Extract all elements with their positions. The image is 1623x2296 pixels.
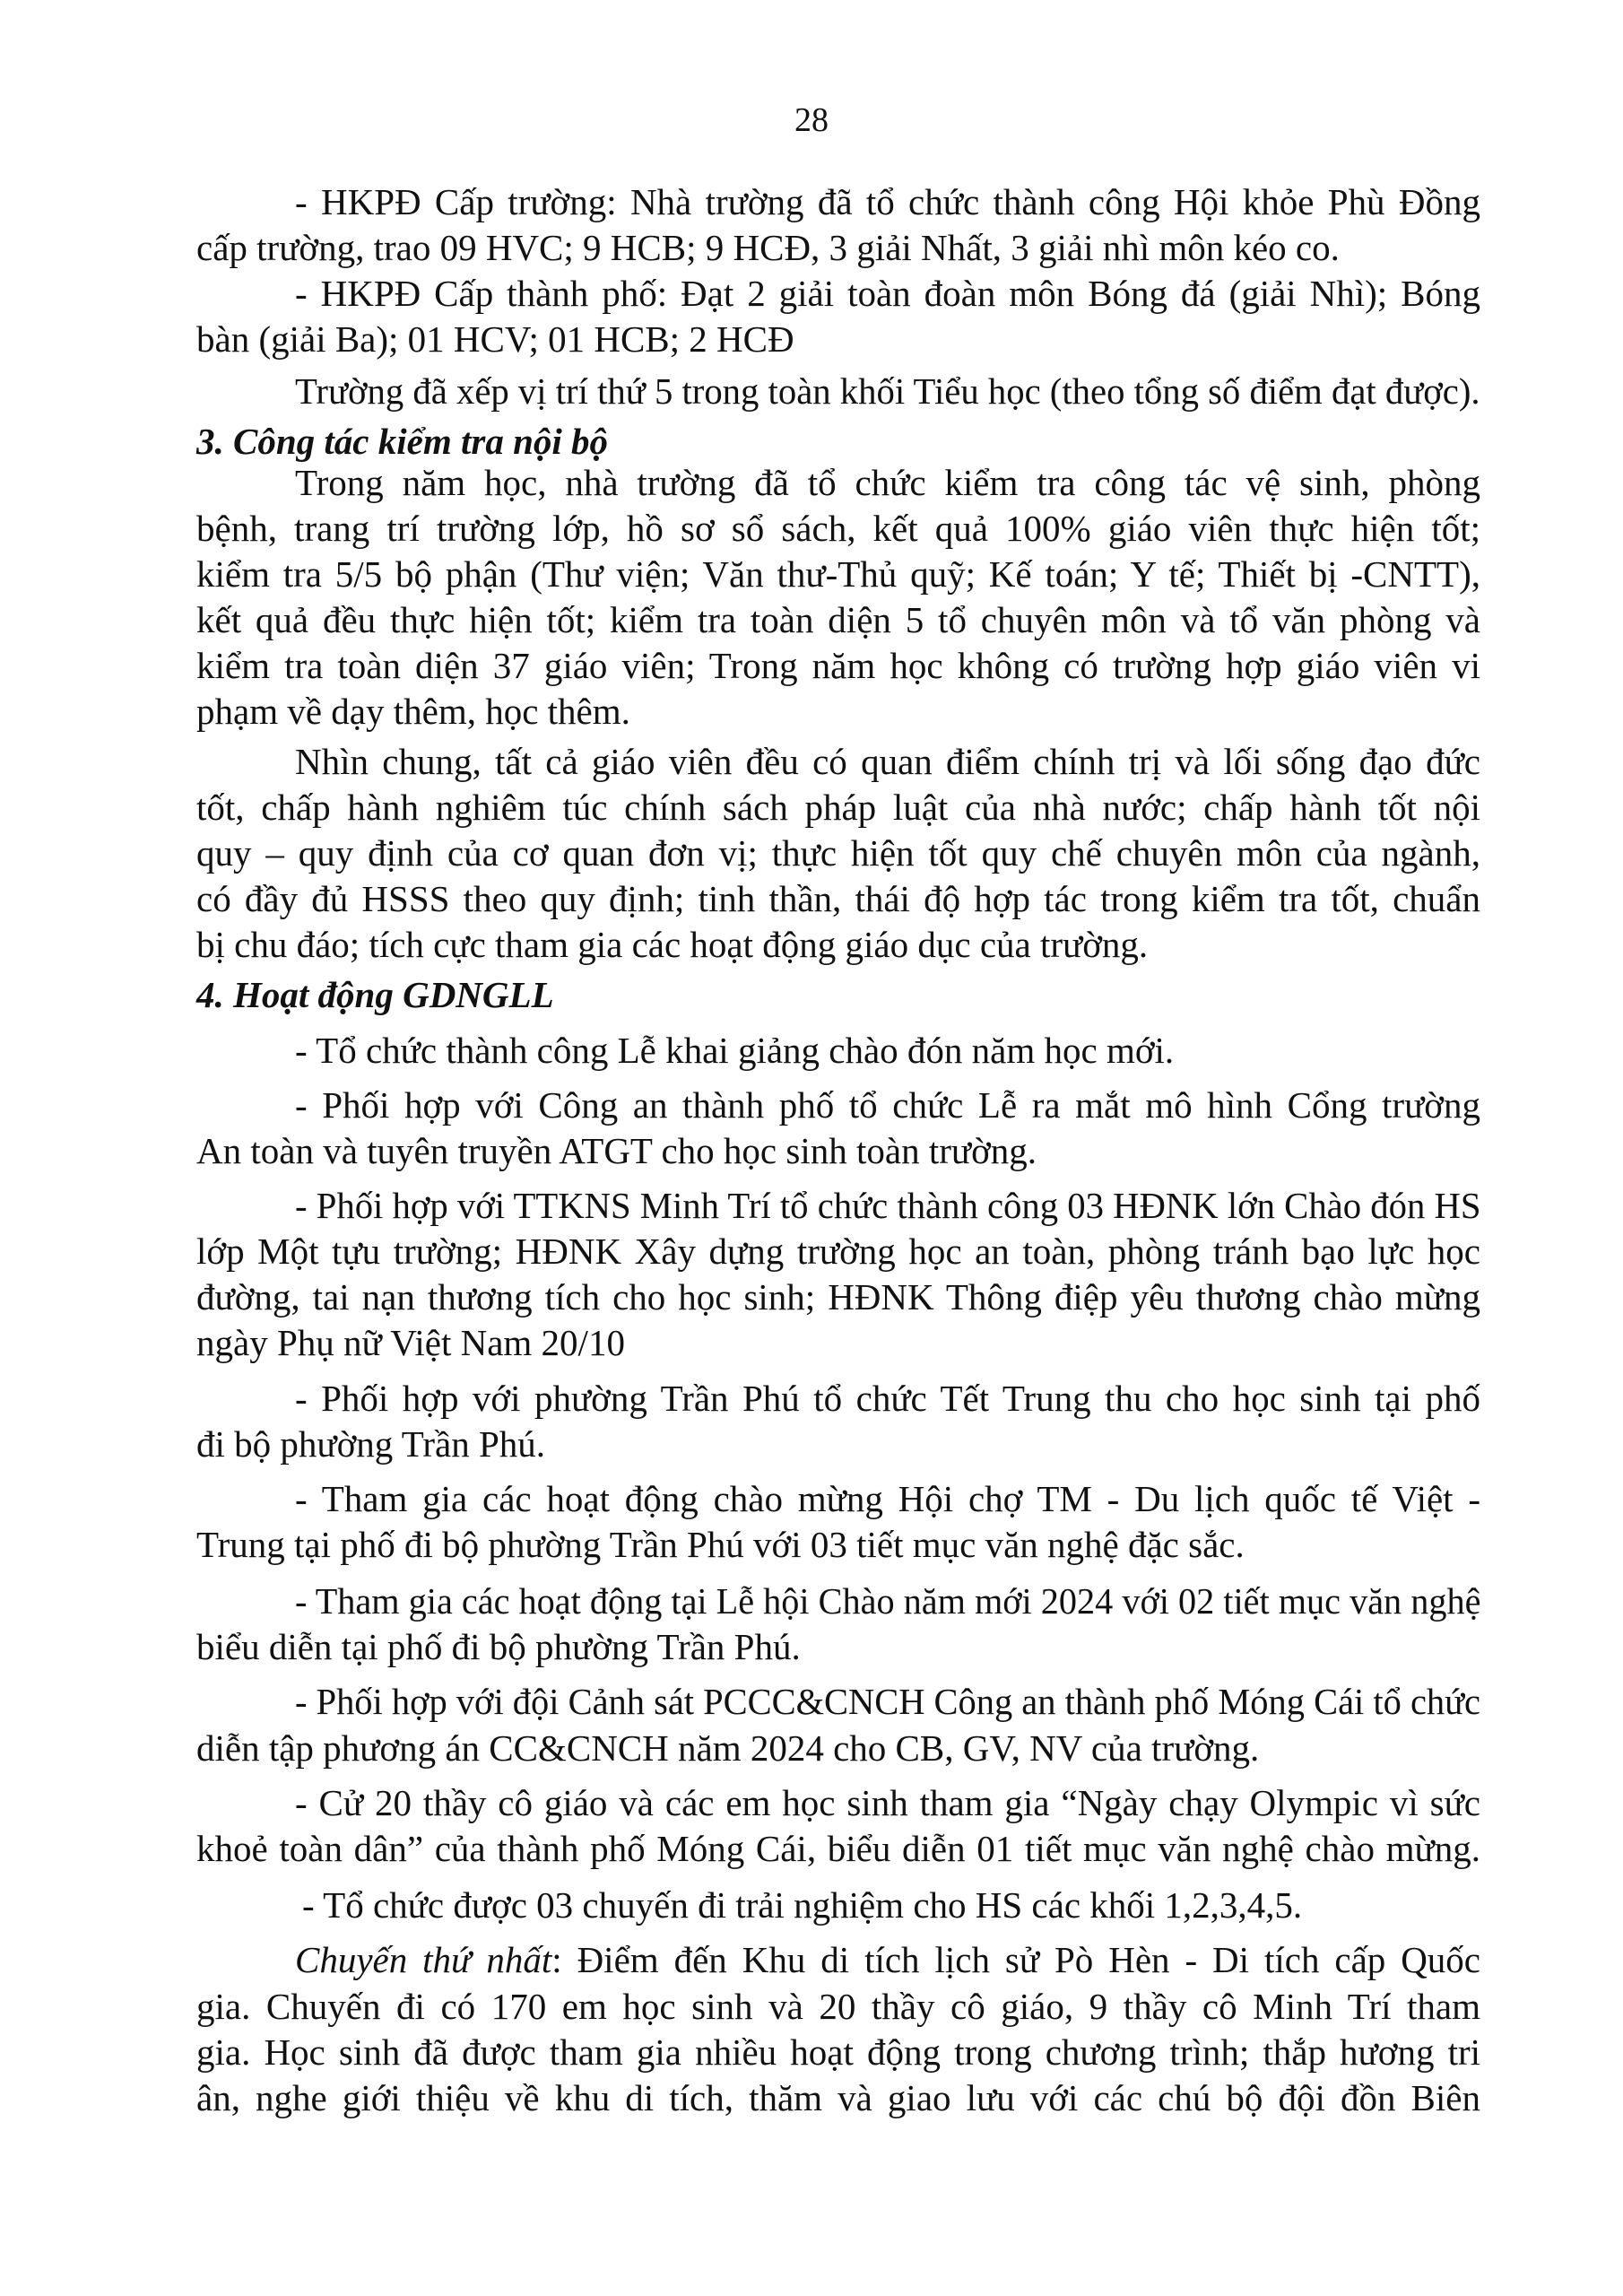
text-line: - HKPĐ Cấp thành phố: Đạt 2 giải toàn đoàn môn Bóng đá (giải Nhì); Bóng: [295, 273, 1480, 314]
text-line: gia. Học sinh đã được tham gia nhiều hoạt động trong chương trình; thắp hương tri: [196, 2031, 1480, 2073]
italic-lead: Chuyến thứ nhất: [295, 1939, 552, 1980]
text-line: lớp Một tựu trường; HĐNK Xây dựng trường học an toàn, phòng tránh bạo lực học: [196, 1231, 1480, 1272]
text-line: An toàn và tuyên truyền ATGT cho học sinh toàn trường.: [196, 1130, 1037, 1171]
text-line: bệnh, trang trí trường lớp, hồ sơ sổ sách, kết quả 100% giáo viên thực hiện tốt;: [196, 508, 1480, 549]
text-line: kết quả đều thực hiện tốt; kiểm tra toàn diện 5 tổ chuyên môn và tổ văn phòng và: [196, 599, 1480, 640]
text-line: quy – quy định của cơ quan đơn vị; thực hiện tốt quy chế chuyên môn của ngành,: [196, 832, 1480, 874]
text-line: ngày Phụ nữ Việt Nam 20/10: [196, 1322, 625, 1363]
page-number: 28: [794, 101, 829, 139]
section-heading: 3. Công tác kiểm tra nội bộ: [196, 421, 609, 462]
text-line: - HKPĐ Cấp trường: Nhà trường đã tổ chức thành công Hội khỏe Phù Đồng: [295, 181, 1480, 222]
text-line: - Phối hợp với phường Trần Phú tổ chức Tết Trung thu cho học sinh tại phố: [295, 1378, 1480, 1419]
section-heading: 4. Hoạt động GDNGLL: [196, 974, 554, 1015]
text-line: bị chu đáo; tích cực tham gia các hoạt động giáo dục của trường.: [196, 924, 1149, 965]
text-line: đi bộ phường Trần Phú.: [196, 1423, 546, 1465]
text-line: - Tham gia các hoạt động tại Lễ hội Chào năm mới 2024 với 02 tiết mục văn nghệ: [295, 1580, 1481, 1622]
text-line: bàn (giải Ba); 01 HCV; 01 HCB; 2 HCĐ: [196, 318, 794, 360]
text-line: - Cử 20 thầy cô giáo và các em học sinh tham gia “Ngày chạy Olympic vì sức: [295, 1782, 1480, 1823]
text-line: phạm về dạy thêm, học thêm.: [196, 691, 630, 732]
text-line: cấp trường, trao 09 HVC; 9 HCB; 9 HCĐ, 3 giải Nhất, 3 giải nhì môn kéo co.: [196, 227, 1340, 268]
text-line: Chuyến thứ nhất: Điểm đến Khu di tích lịch sử Pò Hèn - Di tích cấp Quốc: [295, 1939, 1480, 1980]
text-line: - Tham gia các hoạt động chào mừng Hội chợ TM - Du lịch quốc tế Việt -: [295, 1478, 1480, 1519]
text-line: Nhìn chung, tất cả giáo viên đều có quan điểm chính trị và lối sống đạo đức: [295, 741, 1480, 782]
text-line: - Phối hợp với đội Cảnh sát PCCC&CNCH Công an thành phố Móng Cái tổ chức: [295, 1681, 1481, 1722]
text-line: - Tổ chức được 03 chuyến đi trải nghiệm cho HS các khối 1,2,3,4,5.: [302, 1884, 1303, 1926]
text-line: Trường đã xếp vị trí thứ 5 trong toàn khối Tiểu học (theo tổng số điểm đạt được).: [295, 370, 1480, 412]
text-line: Trung tại phố đi bộ phường Trần Phú với 03 tiết mục văn nghệ đặc sắc.: [196, 1524, 1245, 1565]
text-line: Trong năm học, nhà trường đã tổ chức kiểm tra công tác vệ sinh, phòng: [295, 462, 1480, 503]
text-line: diễn tập phương án CC&CNCH năm 2024 cho CB, GV, NV của trường.: [196, 1727, 1260, 1769]
text-line: khoẻ toàn dân” của thành phố Móng Cái, biểu diễn 01 tiết mục văn nghệ chào mừng.: [196, 1828, 1480, 1869]
text-line: gia. Chuyến đi có 170 em học sinh và 20 thầy cô giáo, 9 thầy cô Minh Trí tham: [196, 1986, 1480, 2027]
text-line: biểu diễn tại phố đi bộ phường Trần Phú.: [196, 1626, 801, 1667]
text-line: - Phối hợp với TTKNS Minh Trí tổ chức thành công 03 HĐNK lớn Chào đón HS: [295, 1185, 1481, 1226]
text-line: kiểm tra toàn diện 37 giáo viên; Trong năm học không có trường hợp giáo viên vi: [196, 645, 1480, 686]
text-line: có đầy đủ HSSS theo quy định; tinh thần, thái độ hợp tác trong kiểm tra tốt, chuẩn: [196, 878, 1480, 919]
text-line: tốt, chấp hành nghiêm túc chính sách pháp luật của nhà nước; chấp hành tốt nội: [196, 787, 1480, 828]
text-line: - Tổ chức thành công Lễ khai giảng chào đón năm học mới.: [295, 1030, 1175, 1071]
text-line: kiểm tra 5/5 bộ phận (Thư viện; Văn thư-Thủ quỹ; Kế toán; Y tế; Thiết bị -CNTT),: [196, 553, 1480, 595]
text-line: - Phối hợp với Công an thành phố tổ chức Lễ ra mắt mô hình Cổng trường: [295, 1084, 1480, 1126]
text-line: đường, tai nạn thương tích cho học sinh; HĐNK Thông điệp yêu thương chào mừng: [196, 1276, 1480, 1318]
text-line: ân, nghe giới thiệu về khu di tích, thăm và giao lưu với các chú bộ đội đồn Biên: [196, 2077, 1480, 2118]
